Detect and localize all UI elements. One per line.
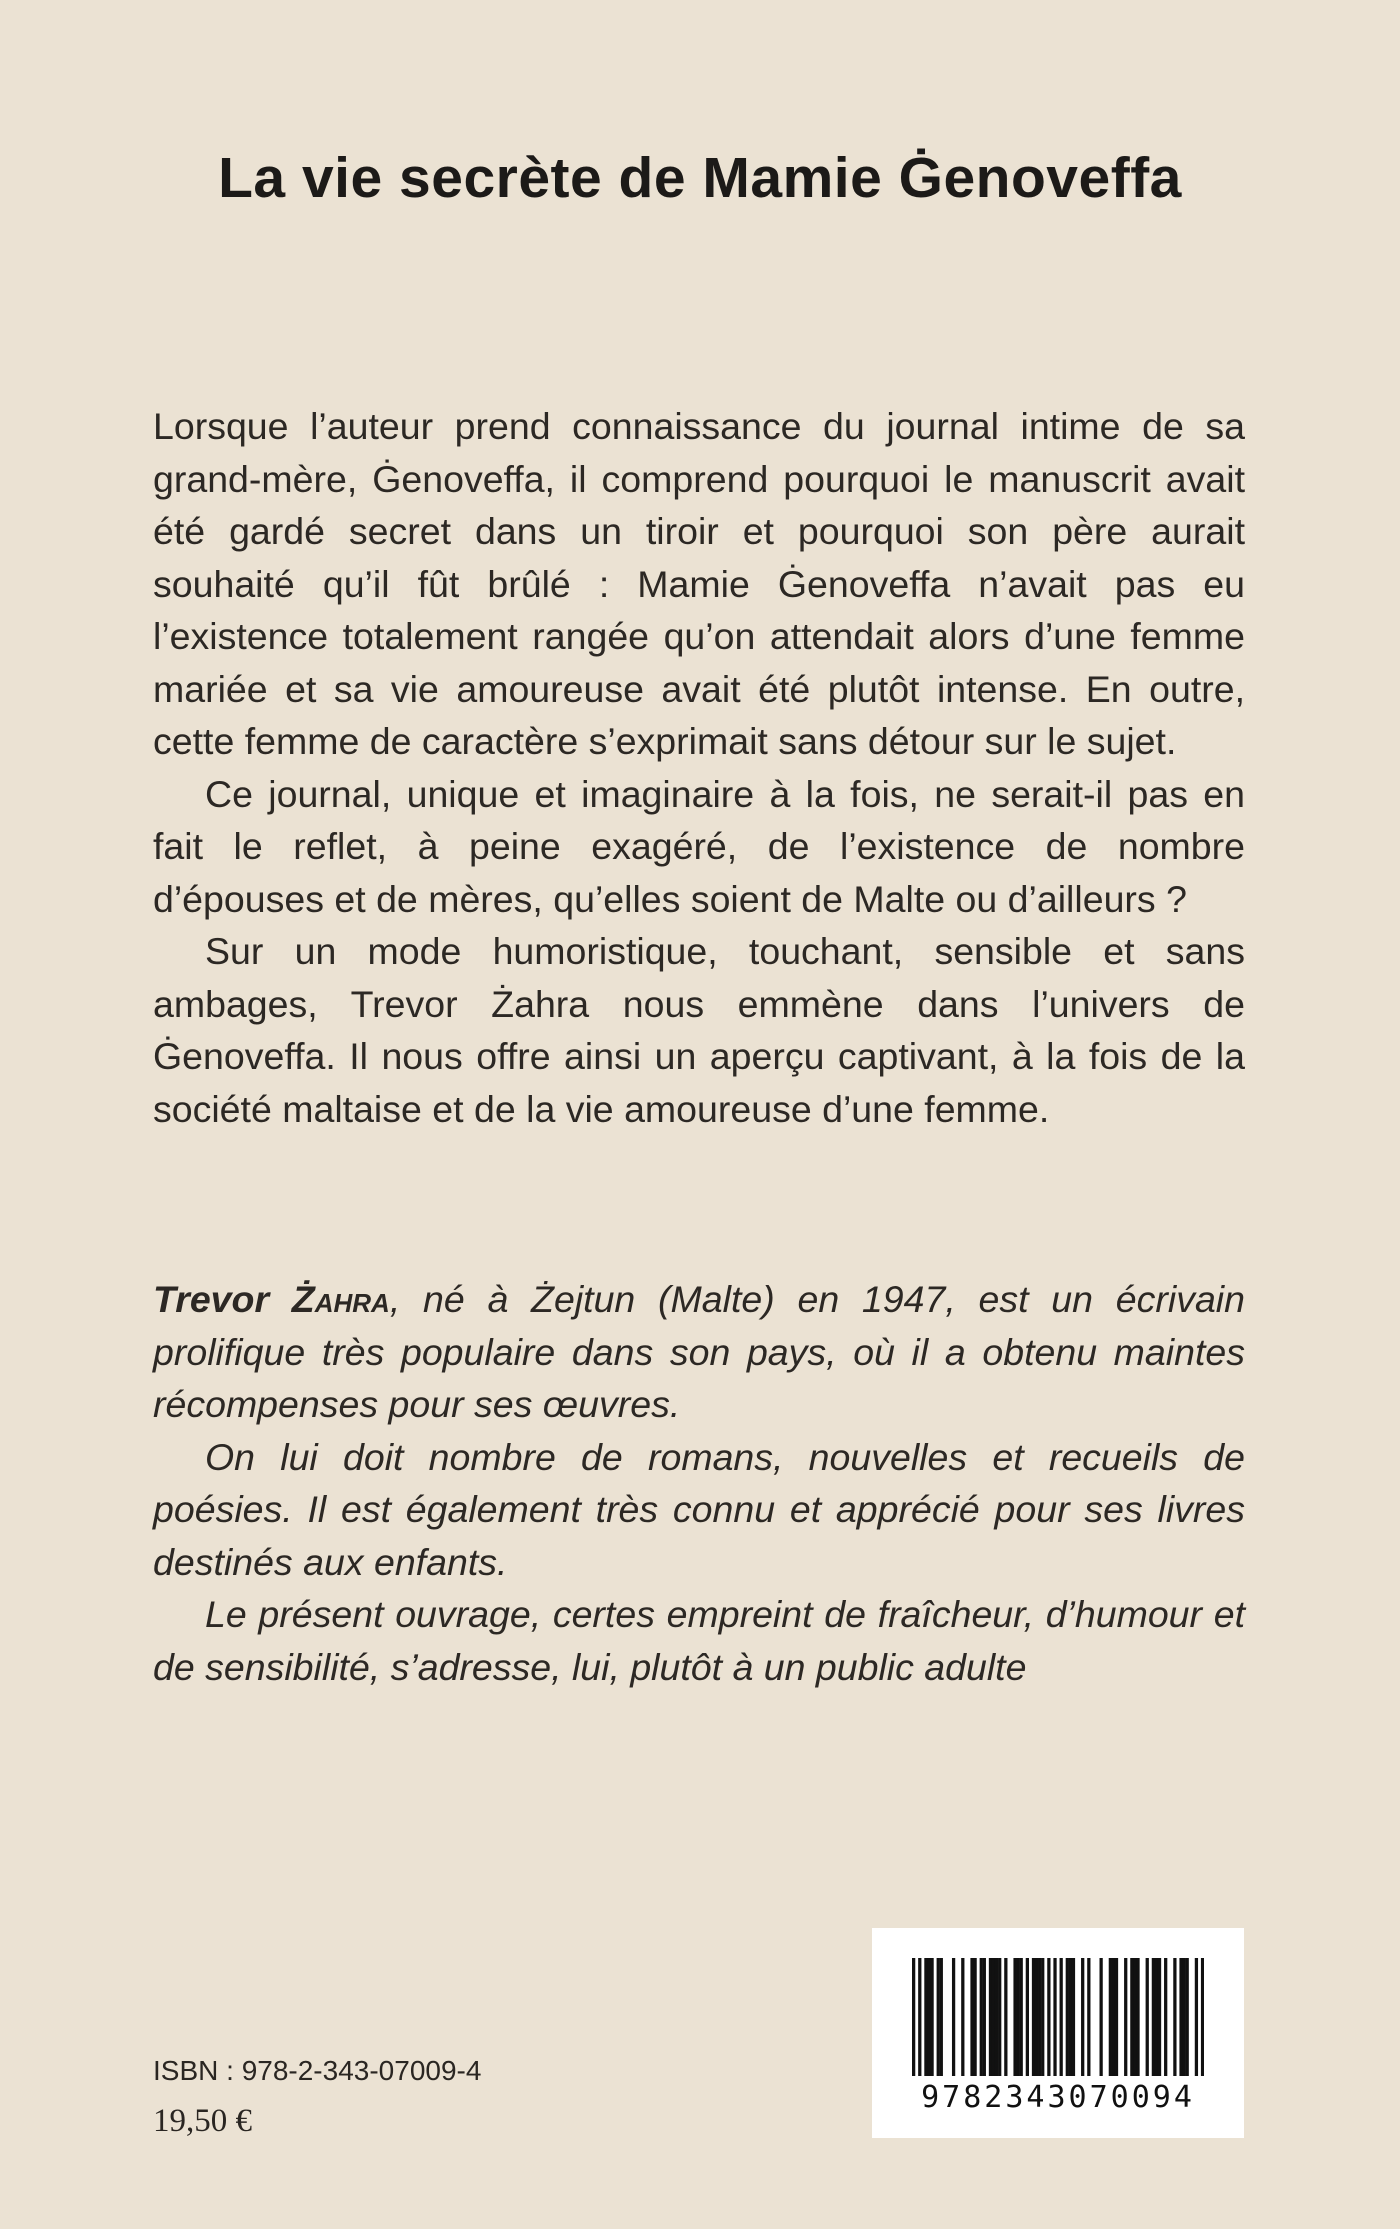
barcode-bar [1133,1958,1136,2076]
author-bio [153,1273,1245,1693]
barcode-bar [1155,1958,1158,2076]
barcode-bar [1130,1958,1133,2076]
barcode-bar [1013,1958,1016,2076]
barcode-bar [1072,1958,1075,2076]
barcode-bar [1109,1958,1112,2076]
barcode-bar [1004,1958,1007,2076]
barcode-bar [961,1958,964,2076]
blurb-paragraph: Ce journal, unique et imaginaire à la fois, ne serait-il pas en fait le reflet, à peine exagéré, de l’existence de nombre d’épouses et de mères, qu’elles soient de Malte ou d’ailleurs ? [153,772,1245,920]
barcode-bar [1115,1958,1118,2076]
bio-paragraph [153,1273,1245,1431]
barcode [872,1928,1244,2138]
barcode-bar [970,1958,973,2076]
barcode-bar [992,1958,995,2076]
barcode-bar [937,1958,940,2076]
barcode-bar [1026,1958,1029,2076]
author-first-name: Trevor [153,1278,292,1320]
barcode-bar [973,1958,976,2076]
barcode-bar [1182,1958,1185,2076]
barcode-bar [980,1958,983,2076]
barcode-bars-icon [912,1958,1204,2076]
barcode-bar [1124,1958,1127,2076]
barcode-bar [1081,1958,1084,2076]
barcode-bar [1195,1958,1198,2076]
barcode-bar [995,1958,998,2076]
barcode-bar [1152,1958,1155,2076]
book-blurb [153,400,1245,1135]
author-last-name: Żahra [291,1278,390,1320]
barcode-bar [1186,1958,1189,2076]
barcode-bar [1035,1958,1038,2076]
barcode-bar [930,1958,933,2076]
barcode-bar [924,1958,927,2076]
blurb-paragraph: Sur un mode humoristique, touchant, sensible et sans ambages, Trevor Żahra nous emmène dans l’univers de Ġenoveffa. Il nous offre ainsi un aperçu captivant, à la fois de la société maltaise et de la vie amoureuse d’une femme. [153,930,1245,1130]
barcode-bar [918,1958,921,2076]
barcode-bar [998,1958,1001,2076]
barcode-bar [1047,1958,1050,2076]
barcode-bar [1173,1958,1176,2076]
barcode-bar [1017,1958,1020,2076]
barcode-bar [1032,1958,1035,2076]
barcode-bar [1179,1958,1182,2076]
barcode-bar [1041,1958,1044,2076]
barcode-bar [940,1958,943,2076]
barcode-bar [1060,1958,1063,2076]
barcode-bar [1066,1958,1069,2076]
bio-paragraph: Le présent ouvrage, certes empreint de fraîcheur, d’humour et de sensibilité, s’adresse, lui, plutôt à un public adulte [153,1593,1245,1688]
barcode-bar [989,1958,992,2076]
barcode-bar [1158,1958,1161,2076]
barcode-bar [1146,1958,1149,2076]
barcode-bar [1201,1958,1204,2076]
barcode-bar [1136,1958,1139,2076]
barcode-bar [952,1958,955,2076]
bio-text: , né à Żejtun (Malte) en 1947, est un écrivain prolifique très populaire dans son pays, où il a obtenu maintes récompenses pour ses œuvres. [153,1278,1245,1425]
book-title: La vie secrète de Mamie Ġenoveffa [218,146,1182,210]
barcode-bar [1087,1958,1090,2076]
barcode-bar [927,1958,930,2076]
isbn-label: ISBN : 978-2-343-07009-4 [153,2055,482,2086]
barcode-bar [1069,1958,1072,2076]
blurb-paragraph: Lorsque l’auteur prend connaissance du journal intime de sa grand-mère, Ġenoveffa, il comprend pourquoi le manuscrit avait été gardé secret dans un tiroir et pourquoi son père aurait souhaité qu’il fût brûlé : Mamie Ġenoveffa n’avait pas eu l’existence totalement rangée qu’on attendait alors d’une femme mariée et sa vie amoureuse avait été plutôt intense. En outre, cette femme de caractère s’exprimait sans détour sur le sujet. [153,405,1245,762]
barcode-bar [912,1958,915,2076]
barcode-digits: 9782343070094 [921,2080,1195,2115]
bio-paragraph: On lui doit nombre de romans, nouvelles et recueils de poésies. Il est également très connu et apprécié pour ses livres destinés aux enfants. [153,1435,1245,1583]
barcode-bar [1112,1958,1115,2076]
price-label: 19,50 € [153,2103,252,2139]
barcode-bar [1164,1958,1167,2076]
barcode-bar [1099,1958,1102,2076]
barcode-bar [1053,1958,1056,2076]
barcode-bar [1038,1958,1041,2076]
barcode-bar [1020,1958,1023,2076]
barcode-bar [983,1958,986,2076]
